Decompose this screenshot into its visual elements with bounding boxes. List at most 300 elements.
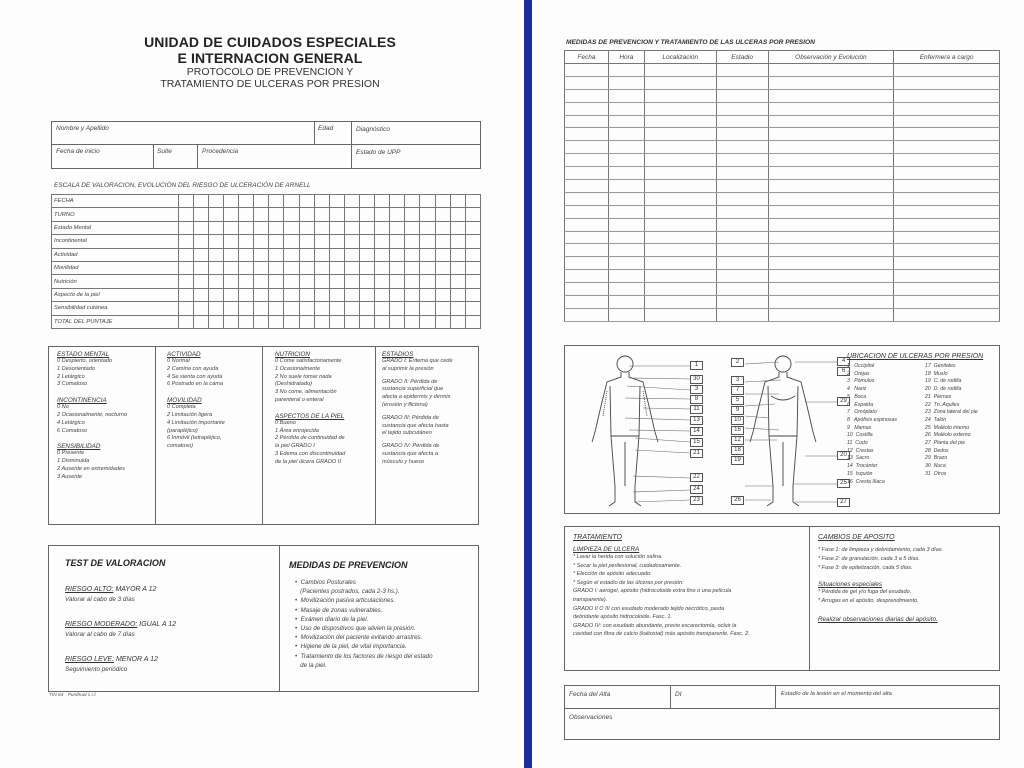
tracking-cell[interactable] [565, 167, 609, 180]
tracking-cell[interactable] [565, 270, 609, 283]
scale-cell[interactable] [405, 261, 420, 274]
scale-cell[interactable] [344, 261, 359, 274]
tracking-cell[interactable] [716, 308, 768, 321]
tracking-cell[interactable] [565, 192, 609, 205]
scale-cell[interactable] [224, 235, 239, 248]
scale-cell[interactable] [193, 208, 208, 221]
scale-cell[interactable] [284, 221, 299, 234]
scale-cell[interactable] [359, 235, 374, 248]
nombre-field[interactable]: Nombre y Apellido [56, 125, 109, 132]
scale-cell[interactable] [450, 261, 465, 274]
scale-cell[interactable] [375, 288, 390, 301]
scale-cell[interactable] [314, 288, 329, 301]
tracking-cell[interactable] [894, 218, 1000, 231]
scale-cell[interactable] [254, 248, 269, 261]
scale-cell[interactable] [329, 235, 344, 248]
scale-cell[interactable] [224, 261, 239, 274]
scale-cell[interactable] [284, 248, 299, 261]
scale-cell[interactable] [329, 261, 344, 274]
tracking-cell[interactable] [716, 283, 768, 296]
scale-cell[interactable] [420, 208, 435, 221]
scale-cell[interactable] [239, 275, 254, 288]
tracking-cell[interactable] [644, 180, 716, 193]
scale-cell[interactable] [224, 221, 239, 234]
tracking-cell[interactable] [716, 205, 768, 218]
scale-cell[interactable] [375, 315, 390, 328]
scale-cell[interactable] [314, 208, 329, 221]
scale-cell[interactable] [450, 275, 465, 288]
scale-cell[interactable] [254, 288, 269, 301]
scale-cell[interactable] [193, 221, 208, 234]
scale-cell[interactable] [420, 248, 435, 261]
scale-cell[interactable] [314, 302, 329, 315]
scale-cell[interactable] [405, 288, 420, 301]
scale-cell[interactable] [390, 275, 405, 288]
scale-cell[interactable] [420, 221, 435, 234]
tracking-cell[interactable] [608, 244, 644, 257]
scale-cell[interactable] [193, 315, 208, 328]
scale-cell[interactable] [314, 275, 329, 288]
scale-cell[interactable] [284, 288, 299, 301]
scale-cell[interactable] [178, 261, 193, 274]
scale-cell[interactable] [178, 208, 193, 221]
tracking-cell[interactable] [894, 244, 1000, 257]
scale-cell[interactable] [435, 275, 450, 288]
scale-cell[interactable] [224, 208, 239, 221]
estado-alta-field[interactable]: Estadío de la lesión en el momento del alta [781, 691, 892, 697]
tracking-cell[interactable] [768, 115, 894, 128]
tracking-cell[interactable] [768, 205, 894, 218]
scale-cell[interactable] [359, 221, 374, 234]
tracking-cell[interactable] [644, 115, 716, 128]
tracking-cell[interactable] [768, 296, 894, 309]
scale-cell[interactable] [390, 315, 405, 328]
tracking-cell[interactable] [716, 141, 768, 154]
scale-cell[interactable] [390, 302, 405, 315]
scale-cell[interactable] [193, 302, 208, 315]
scale-cell[interactable] [405, 248, 420, 261]
scale-cell[interactable] [329, 315, 344, 328]
tracking-cell[interactable] [608, 231, 644, 244]
tracking-cell[interactable] [644, 64, 716, 77]
scale-cell[interactable] [435, 288, 450, 301]
scale-cell[interactable] [344, 248, 359, 261]
tracking-cell[interactable] [644, 308, 716, 321]
scale-cell[interactable] [314, 315, 329, 328]
tracking-cell[interactable] [608, 128, 644, 141]
scale-cell[interactable] [193, 195, 208, 208]
tracking-cell[interactable] [608, 270, 644, 283]
scale-cell[interactable] [435, 302, 450, 315]
scale-cell[interactable] [208, 195, 223, 208]
scale-cell[interactable] [269, 275, 284, 288]
scale-cell[interactable] [329, 208, 344, 221]
scale-cell[interactable] [465, 261, 480, 274]
tracking-cell[interactable] [716, 64, 768, 77]
scale-cell[interactable] [344, 288, 359, 301]
tracking-cell[interactable] [894, 115, 1000, 128]
fecha-inicio-field[interactable]: Fecha de inicio [56, 148, 100, 155]
suite-field[interactable]: Suite [157, 148, 172, 155]
scale-cell[interactable] [178, 248, 193, 261]
scale-cell[interactable] [239, 195, 254, 208]
tracking-cell[interactable] [565, 154, 609, 167]
scale-cell[interactable] [299, 275, 314, 288]
tracking-cell[interactable] [644, 257, 716, 270]
tracking-cell[interactable] [894, 167, 1000, 180]
tracking-cell[interactable] [768, 76, 894, 89]
tracking-cell[interactable] [716, 115, 768, 128]
tracking-cell[interactable] [565, 296, 609, 309]
tracking-cell[interactable] [608, 102, 644, 115]
tracking-cell[interactable] [768, 180, 894, 193]
scale-cell[interactable] [465, 208, 480, 221]
scale-cell[interactable] [314, 261, 329, 274]
tracking-cell[interactable] [716, 231, 768, 244]
tracking-cell[interactable] [644, 154, 716, 167]
scale-cell[interactable] [390, 221, 405, 234]
scale-cell[interactable] [178, 195, 193, 208]
scale-cell[interactable] [299, 235, 314, 248]
tracking-cell[interactable] [716, 167, 768, 180]
scale-cell[interactable] [465, 275, 480, 288]
tracking-cell[interactable] [565, 76, 609, 89]
scale-cell[interactable] [208, 235, 223, 248]
scale-cell[interactable] [420, 235, 435, 248]
edad-field[interactable]: Edad [318, 125, 334, 132]
scale-cell[interactable] [390, 235, 405, 248]
scale-cell[interactable] [344, 208, 359, 221]
procedencia-field[interactable]: Procedencia [202, 148, 239, 155]
scale-cell[interactable] [375, 275, 390, 288]
scale-cell[interactable] [269, 221, 284, 234]
scale-cell[interactable] [208, 302, 223, 315]
scale-cell[interactable] [405, 208, 420, 221]
scale-cell[interactable] [435, 235, 450, 248]
tracking-cell[interactable] [644, 141, 716, 154]
scale-cell[interactable] [420, 195, 435, 208]
scale-cell[interactable] [299, 208, 314, 221]
scale-cell[interactable] [435, 315, 450, 328]
scale-cell[interactable] [269, 302, 284, 315]
tracking-cell[interactable] [608, 308, 644, 321]
tracking-cell[interactable] [894, 296, 1000, 309]
scale-cell[interactable] [208, 275, 223, 288]
scale-cell[interactable] [420, 275, 435, 288]
tracking-cell[interactable] [565, 257, 609, 270]
tracking-cell[interactable] [768, 154, 894, 167]
scale-cell[interactable] [344, 302, 359, 315]
tracking-cell[interactable] [644, 167, 716, 180]
tracking-cell[interactable] [644, 89, 716, 102]
scale-cell[interactable] [254, 315, 269, 328]
tracking-cell[interactable] [894, 76, 1000, 89]
scale-cell[interactable] [420, 315, 435, 328]
scale-cell[interactable] [465, 248, 480, 261]
tracking-cell[interactable] [608, 167, 644, 180]
tracking-cell[interactable] [644, 283, 716, 296]
scale-cell[interactable] [193, 275, 208, 288]
tracking-cell[interactable] [608, 76, 644, 89]
tracking-cell[interactable] [608, 180, 644, 193]
scale-cell[interactable] [178, 302, 193, 315]
tracking-cell[interactable] [565, 231, 609, 244]
tracking-cell[interactable] [644, 192, 716, 205]
scale-cell[interactable] [269, 261, 284, 274]
scale-cell[interactable] [284, 275, 299, 288]
scale-cell[interactable] [178, 221, 193, 234]
scale-cell[interactable] [435, 195, 450, 208]
tracking-cell[interactable] [768, 141, 894, 154]
scale-cell[interactable] [208, 208, 223, 221]
scale-cell[interactable] [465, 221, 480, 234]
tracking-cell[interactable] [716, 180, 768, 193]
tracking-cell[interactable] [716, 270, 768, 283]
tracking-cell[interactable] [644, 244, 716, 257]
scale-cell[interactable] [254, 261, 269, 274]
scale-cell[interactable] [450, 195, 465, 208]
scale-cell[interactable] [284, 302, 299, 315]
scale-cell[interactable] [239, 221, 254, 234]
tracking-cell[interactable] [644, 205, 716, 218]
scale-cell[interactable] [344, 195, 359, 208]
tracking-cell[interactable] [565, 244, 609, 257]
scale-cell[interactable] [390, 248, 405, 261]
scale-cell[interactable] [359, 248, 374, 261]
tracking-cell[interactable] [768, 167, 894, 180]
scale-cell[interactable] [299, 221, 314, 234]
scale-cell[interactable] [193, 248, 208, 261]
scale-cell[interactable] [299, 248, 314, 261]
tracking-cell[interactable] [768, 244, 894, 257]
tracking-cell[interactable] [768, 192, 894, 205]
scale-cell[interactable] [329, 195, 344, 208]
scale-cell[interactable] [269, 235, 284, 248]
scale-cell[interactable] [375, 195, 390, 208]
scale-cell[interactable] [450, 208, 465, 221]
scale-cell[interactable] [269, 288, 284, 301]
scale-cell[interactable] [359, 195, 374, 208]
scale-cell[interactable] [284, 195, 299, 208]
scale-cell[interactable] [269, 195, 284, 208]
scale-cell[interactable] [299, 315, 314, 328]
scale-cell[interactable] [405, 315, 420, 328]
scale-cell[interactable] [450, 248, 465, 261]
tracking-cell[interactable] [894, 192, 1000, 205]
scale-cell[interactable] [224, 195, 239, 208]
tracking-cell[interactable] [716, 192, 768, 205]
tracking-cell[interactable] [716, 128, 768, 141]
scale-cell[interactable] [435, 261, 450, 274]
tracking-cell[interactable] [768, 218, 894, 231]
scale-cell[interactable] [344, 315, 359, 328]
scale-cell[interactable] [450, 221, 465, 234]
scale-cell[interactable] [178, 315, 193, 328]
scale-cell[interactable] [375, 302, 390, 315]
scale-cell[interactable] [375, 208, 390, 221]
scale-cell[interactable] [450, 235, 465, 248]
scale-cell[interactable] [465, 195, 480, 208]
tracking-cell[interactable] [608, 89, 644, 102]
tracking-cell[interactable] [768, 270, 894, 283]
tracking-cell[interactable] [565, 141, 609, 154]
scale-cell[interactable] [375, 235, 390, 248]
scale-cell[interactable] [208, 261, 223, 274]
scale-cell[interactable] [254, 208, 269, 221]
scale-cell[interactable] [405, 235, 420, 248]
scale-cell[interactable] [359, 288, 374, 301]
tracking-cell[interactable] [608, 283, 644, 296]
scale-cell[interactable] [208, 248, 223, 261]
scale-cell[interactable] [254, 275, 269, 288]
scale-cell[interactable] [193, 261, 208, 274]
tracking-cell[interactable] [716, 154, 768, 167]
tracking-cell[interactable] [768, 308, 894, 321]
scale-cell[interactable] [344, 275, 359, 288]
scale-cell[interactable] [269, 315, 284, 328]
scale-cell[interactable] [450, 302, 465, 315]
scale-cell[interactable] [254, 195, 269, 208]
scale-cell[interactable] [208, 288, 223, 301]
tracking-cell[interactable] [894, 308, 1000, 321]
scale-cell[interactable] [465, 288, 480, 301]
tracking-cell[interactable] [894, 154, 1000, 167]
scale-cell[interactable] [178, 235, 193, 248]
tracking-cell[interactable] [768, 89, 894, 102]
scale-cell[interactable] [299, 302, 314, 315]
scale-cell[interactable] [284, 235, 299, 248]
tracking-cell[interactable] [894, 283, 1000, 296]
tracking-cell[interactable] [565, 180, 609, 193]
tracking-cell[interactable] [565, 89, 609, 102]
scale-cell[interactable] [375, 248, 390, 261]
scale-cell[interactable] [314, 248, 329, 261]
tracking-cell[interactable] [768, 128, 894, 141]
scale-cell[interactable] [208, 221, 223, 234]
scale-cell[interactable] [375, 221, 390, 234]
scale-cell[interactable] [329, 248, 344, 261]
tracking-cell[interactable] [608, 64, 644, 77]
scale-cell[interactable] [314, 235, 329, 248]
scale-cell[interactable] [390, 195, 405, 208]
scale-cell[interactable] [435, 248, 450, 261]
scale-cell[interactable] [299, 288, 314, 301]
tracking-cell[interactable] [565, 128, 609, 141]
tracking-cell[interactable] [608, 154, 644, 167]
scale-cell[interactable] [329, 302, 344, 315]
scale-cell[interactable] [375, 261, 390, 274]
tracking-cell[interactable] [608, 115, 644, 128]
tracking-cell[interactable] [716, 257, 768, 270]
scale-cell[interactable] [359, 302, 374, 315]
tracking-cell[interactable] [716, 296, 768, 309]
tracking-cell[interactable] [608, 218, 644, 231]
scale-cell[interactable] [254, 302, 269, 315]
scale-cell[interactable] [224, 315, 239, 328]
tracking-cell[interactable] [608, 257, 644, 270]
scale-cell[interactable] [208, 315, 223, 328]
scale-cell[interactable] [450, 288, 465, 301]
scale-cell[interactable] [284, 315, 299, 328]
tracking-cell[interactable] [608, 141, 644, 154]
scale-cell[interactable] [239, 261, 254, 274]
tracking-cell[interactable] [768, 283, 894, 296]
tracking-cell[interactable] [716, 89, 768, 102]
scale-cell[interactable] [390, 288, 405, 301]
tracking-cell[interactable] [716, 102, 768, 115]
scale-cell[interactable] [314, 195, 329, 208]
fecha-alta-field[interactable]: Fecha del Alta [569, 691, 611, 698]
scale-cell[interactable] [239, 248, 254, 261]
tracking-cell[interactable] [768, 102, 894, 115]
scale-cell[interactable] [254, 235, 269, 248]
scale-cell[interactable] [405, 275, 420, 288]
tracking-cell[interactable] [565, 64, 609, 77]
tracking-cell[interactable] [768, 257, 894, 270]
di-field[interactable]: DI [675, 691, 682, 698]
tracking-cell[interactable] [644, 76, 716, 89]
scale-cell[interactable] [224, 302, 239, 315]
scale-cell[interactable] [329, 275, 344, 288]
scale-cell[interactable] [405, 302, 420, 315]
tracking-cell[interactable] [894, 257, 1000, 270]
tracking-cell[interactable] [894, 128, 1000, 141]
tracking-cell[interactable] [644, 102, 716, 115]
scale-cell[interactable] [224, 288, 239, 301]
scale-cell[interactable] [344, 221, 359, 234]
tracking-cell[interactable] [716, 218, 768, 231]
scale-cell[interactable] [420, 302, 435, 315]
tracking-cell[interactable] [894, 64, 1000, 77]
scale-cell[interactable] [224, 248, 239, 261]
tracking-cell[interactable] [644, 218, 716, 231]
scale-cell[interactable] [314, 221, 329, 234]
scale-cell[interactable] [359, 208, 374, 221]
tracking-cell[interactable] [565, 308, 609, 321]
diagnostico-field[interactable]: Diagnóstico [356, 126, 390, 133]
scale-cell[interactable] [405, 195, 420, 208]
tracking-cell[interactable] [644, 270, 716, 283]
tracking-cell[interactable] [768, 231, 894, 244]
scale-cell[interactable] [329, 288, 344, 301]
tracking-cell[interactable] [565, 218, 609, 231]
scale-cell[interactable] [405, 221, 420, 234]
scale-cell[interactable] [299, 195, 314, 208]
scale-cell[interactable] [239, 235, 254, 248]
scale-cell[interactable] [465, 315, 480, 328]
tracking-cell[interactable] [644, 128, 716, 141]
scale-cell[interactable] [269, 248, 284, 261]
scale-cell[interactable] [193, 288, 208, 301]
tracking-cell[interactable] [894, 180, 1000, 193]
scale-cell[interactable] [420, 288, 435, 301]
tracking-cell[interactable] [894, 270, 1000, 283]
tracking-cell[interactable] [894, 205, 1000, 218]
tracking-cell[interactable] [894, 89, 1000, 102]
scale-cell[interactable] [239, 288, 254, 301]
scale-cell[interactable] [269, 208, 284, 221]
tracking-cell[interactable] [894, 231, 1000, 244]
scale-cell[interactable] [390, 261, 405, 274]
scale-cell[interactable] [450, 315, 465, 328]
scale-cell[interactable] [284, 261, 299, 274]
tracking-cell[interactable] [608, 192, 644, 205]
tracking-cell[interactable] [565, 283, 609, 296]
scale-cell[interactable] [224, 275, 239, 288]
scale-cell[interactable] [254, 221, 269, 234]
scale-cell[interactable] [193, 235, 208, 248]
scale-cell[interactable] [239, 302, 254, 315]
